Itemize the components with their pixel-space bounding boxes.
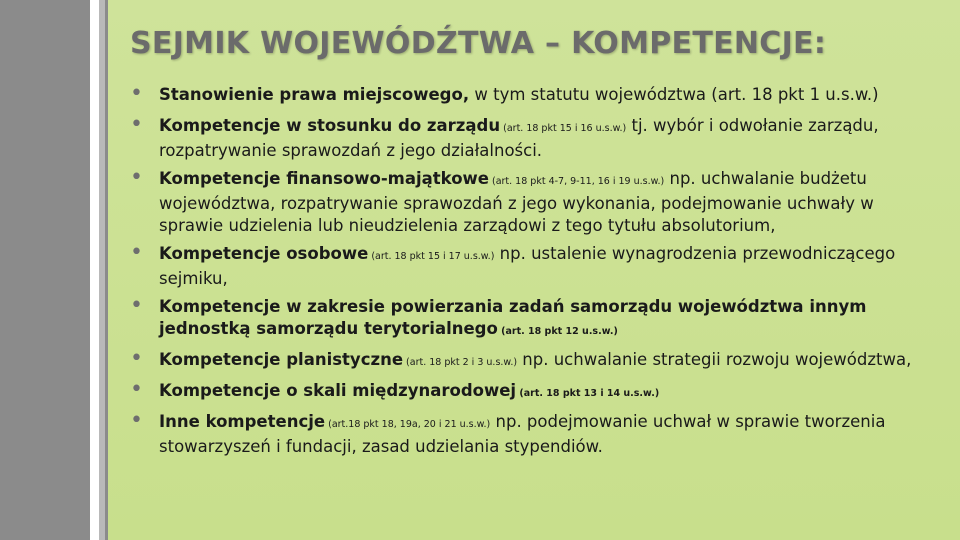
item-lead: Kompetencje finansowo-majątkowe — [159, 169, 489, 188]
list-item — [130, 112, 930, 162]
bullet-icon: • — [130, 293, 143, 318]
item-lead: Kompetencje planistyczne — [159, 350, 404, 369]
item-lead: Kompetencje o skali międzynarodowej — [159, 381, 517, 400]
item-ref: (art.18 pkt 18, 19a, 20 i 21 u.s.w.) — [325, 419, 491, 430]
bullet-icon: • — [130, 240, 143, 265]
list-item — [130, 293, 930, 343]
competence-list — [130, 81, 930, 458]
item-ref: (art. 18 pkt 13 i 14 u.s.w.) — [516, 388, 660, 399]
item-ref: (art. 18 pkt 15 i 17 u.s.w.) — [368, 251, 495, 262]
list-item — [130, 240, 930, 290]
item-ref: (art. 18 pkt 15 i 16 u.s.w.) — [500, 123, 627, 134]
sidebar-decoration-light — [99, 0, 105, 540]
item-lead: Kompetencje w stosunku do zarządu — [159, 116, 501, 135]
sidebar-decoration-stripe — [90, 0, 99, 540]
item-lead: Kompetencje w zakresie powierzania zadań samorządu województwa innym jednostką samorządu terytorialnego — [159, 297, 867, 338]
list-item — [130, 377, 930, 405]
item-ref: (art. 18 pkt 12 u.s.w.) — [497, 326, 618, 337]
item-text: np. ustalenie wynagrodzenia przewodniczącego sejmiku, — [159, 244, 896, 288]
item-text: tj. wybór i odwołanie zarządu, rozpatrywanie sprawozdań z jego działalności. — [159, 116, 879, 160]
item-ref: (art. 18 pkt 2 i 3 u.s.w.) — [403, 357, 518, 368]
bullet-icon: • — [130, 377, 143, 402]
content-area — [130, 81, 930, 458]
item-lead: Stanowienie prawa miejscowego, — [159, 85, 470, 104]
bullet-icon: • — [130, 112, 143, 137]
item-text: np. uchwalanie budżetu województwa, rozpatrywanie sprawozdań z jego wykonania, podejmowanie uchwały w sprawie udzielenia lub nieudzielenia zarządowi z tego tytułu absolutorium, — [159, 169, 874, 235]
item-lead: Inne kompetencje — [159, 412, 326, 431]
item-text: np. podejmowanie uchwał w sprawie tworzenia stowarzyszeń i fundacji, zasad udzielania stypendiów. — [159, 412, 886, 456]
item-ref: (art. 18 pkt 4-7, 9-11, 16 i 19 u.s.w.) — [488, 176, 665, 187]
list-item — [130, 346, 930, 374]
bullet-icon: • — [130, 346, 143, 371]
list-item — [130, 408, 930, 458]
item-text: w tym statutu województwa (art. 18 pkt 1 u.s.w.) — [469, 85, 879, 104]
item-text: np. uchwalanie strategii rozwoju województwa, — [517, 350, 912, 369]
list-item — [130, 81, 930, 109]
bullet-icon: • — [130, 165, 143, 190]
bullet-icon: • — [130, 408, 143, 433]
bullet-icon: • — [130, 81, 143, 106]
item-lead: Kompetencje osobowe — [159, 244, 369, 263]
list-item — [130, 165, 930, 237]
slide-title: SEJMIK WOJEWÓDŹTWA – KOMPETENCJE: — [130, 26, 827, 61]
